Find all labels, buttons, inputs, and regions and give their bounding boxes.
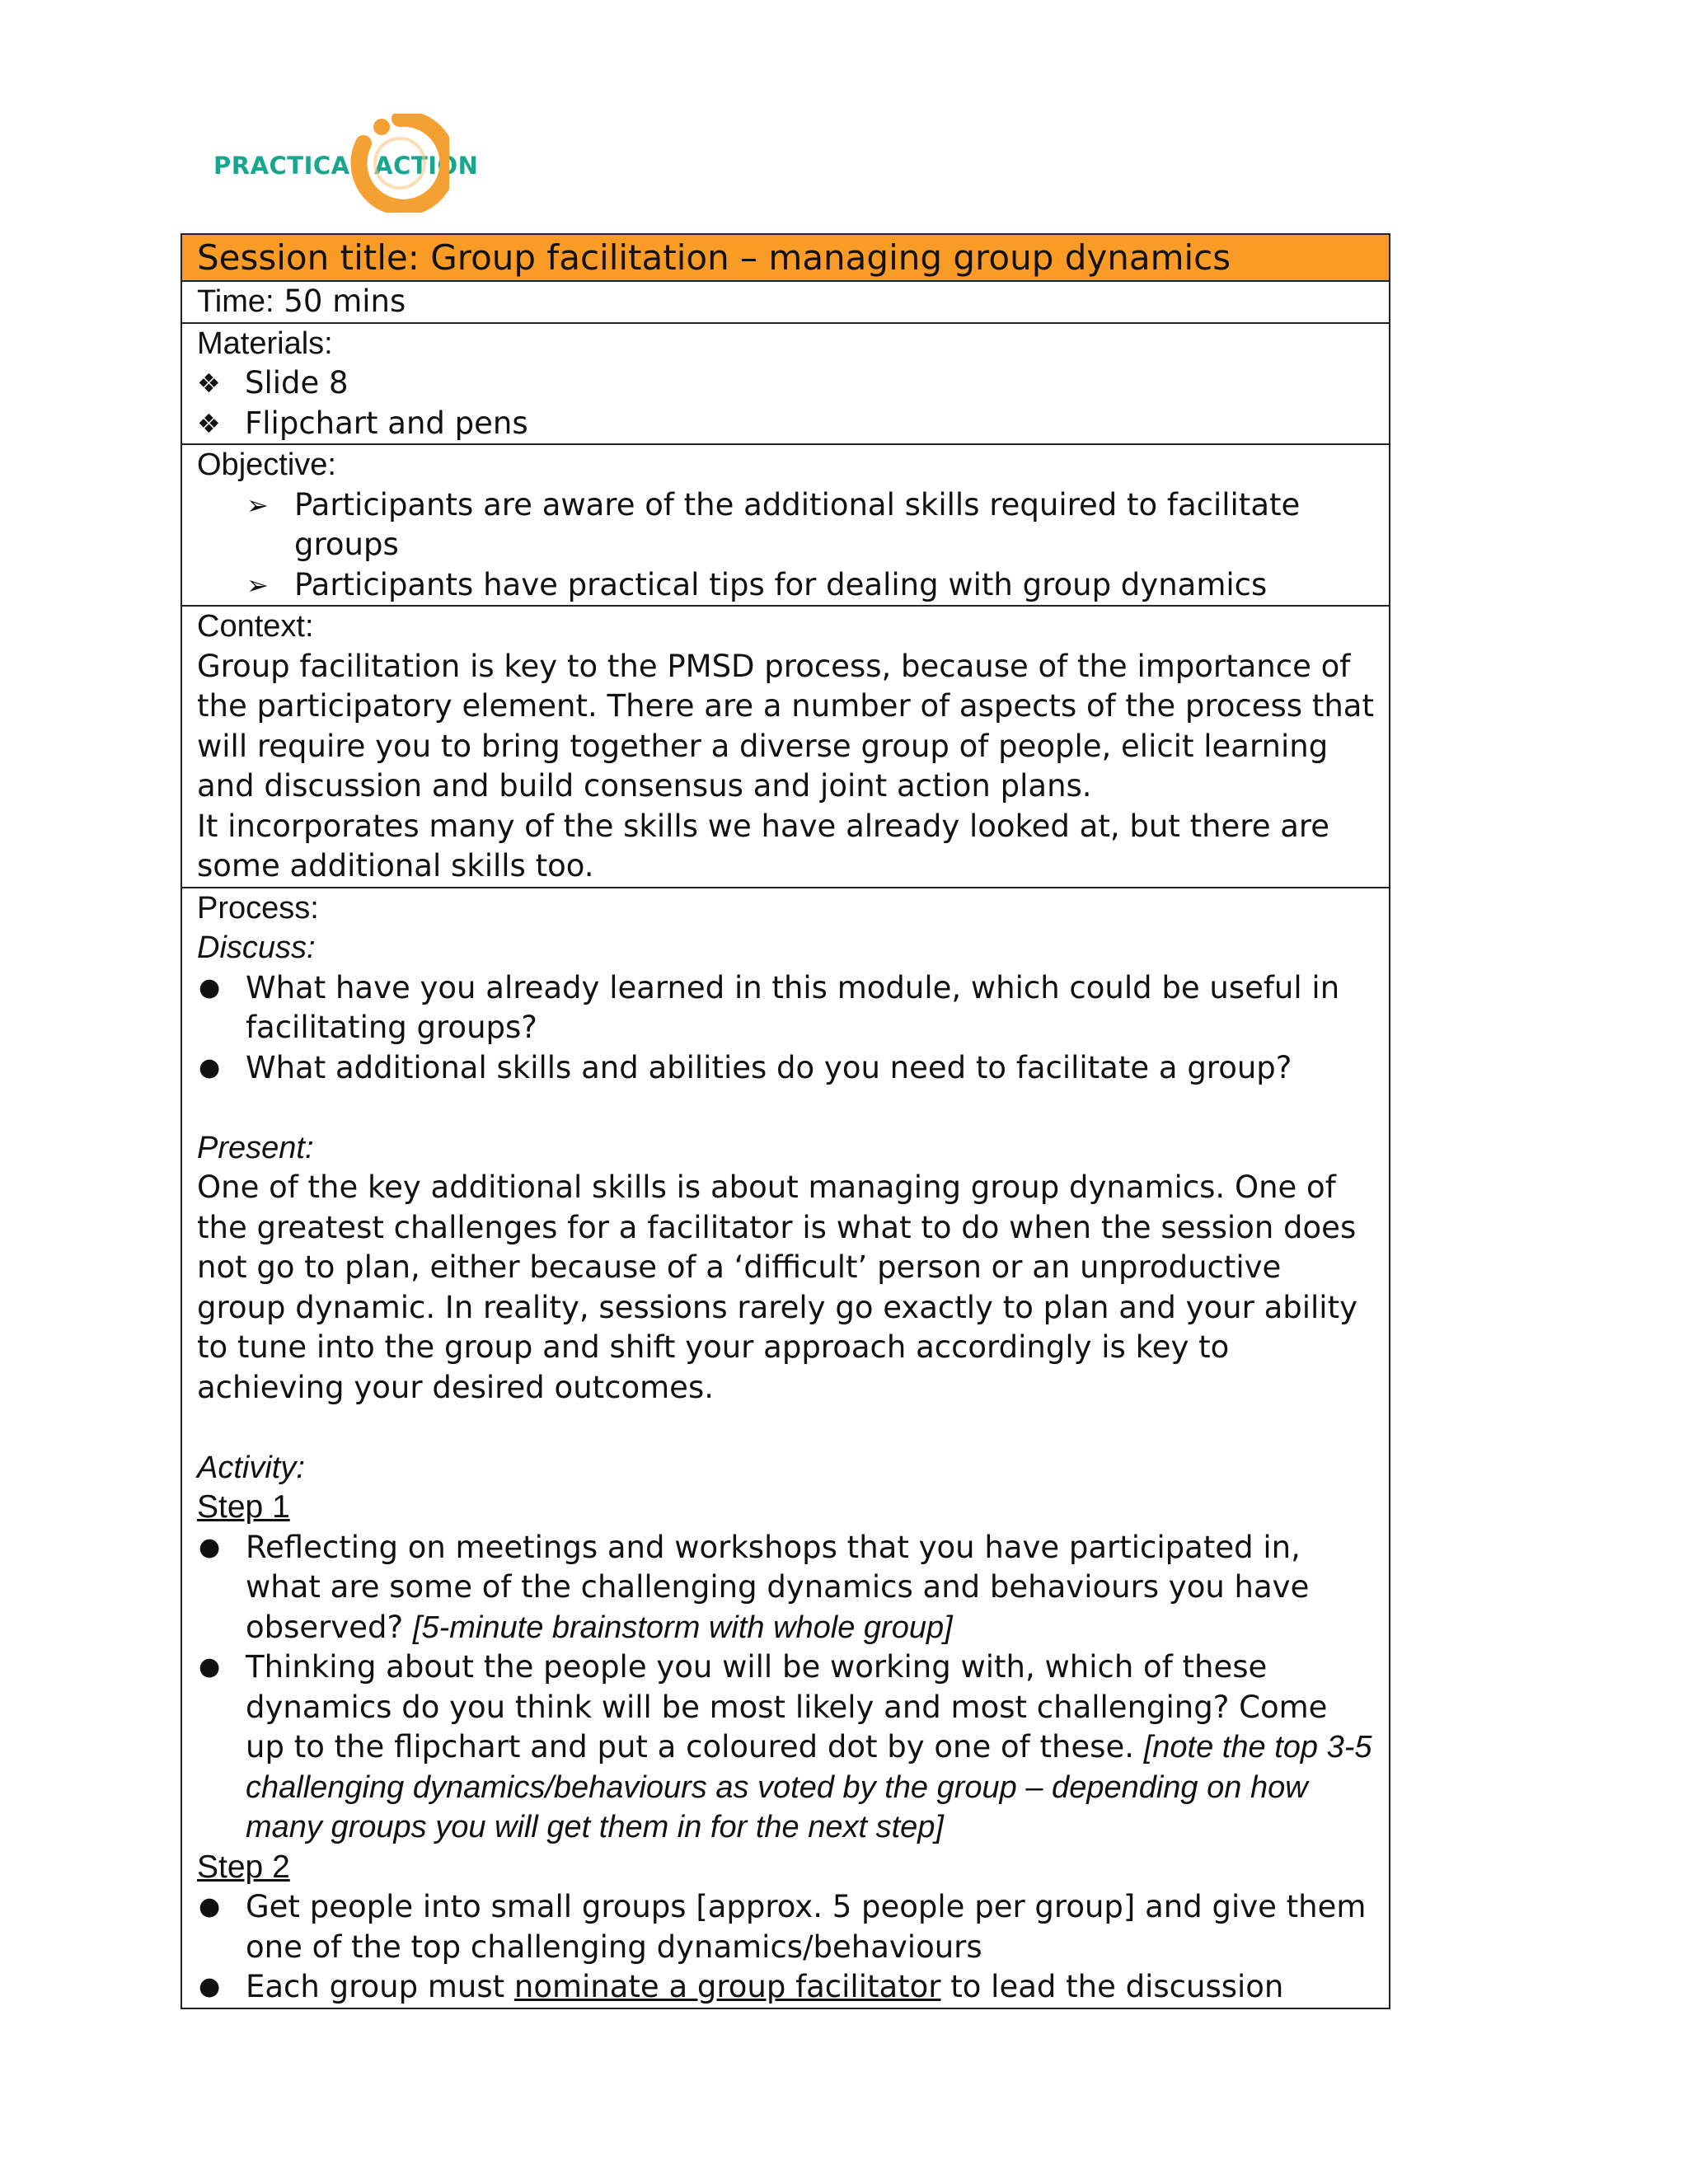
list-item: ● Reflecting on meetings and workshops that you have participated in, what are some of the challenging dynamics and behaviours you have observed? [5-minute brainstorm with whole group]: [199, 1529, 1310, 1645]
discuss-label: Discuss:: [197, 930, 316, 965]
list-item: ● Thinking about the people you will be working with, which of these dynamics do you think will be most likely and most challenging? Come up to the flipchart and put a coloured dot by one of these. [note the top 3-5 challenging dynamics/behaviours as voted by the group – depending on how many groups you will get them in for the next step]: [199, 1649, 1372, 1844]
list-item: ● What additional skills and abilities do you need to facilitate a group?: [197, 1048, 1374, 1089]
facilitator-note: [5-minute brainstorm with whole group]: [412, 1610, 953, 1645]
facilitator-note: [note the top 3-5 challenging dynamics/behaviours as voted by the group – depending on how many groups you will get them in for the next step]: [246, 1730, 1372, 1844]
nominate-facilitator-text: nominate a group facilitator: [513, 1969, 941, 2004]
time-value: 50 mins: [284, 284, 406, 319]
list-item: ❖ Slide 8: [197, 363, 1374, 404]
bullet-icon: ●: [199, 1972, 221, 2001]
materials-list: [197, 363, 1374, 443]
list-item: ➢ Participants are aware of the additional skills required to facilitate groups: [246, 486, 1301, 562]
logo-text: PRACTICAL ACTION: [213, 152, 479, 180]
process-label: Process: [197, 890, 311, 926]
bullet-icon: ●: [199, 1892, 221, 1921]
present-label: Present:: [197, 1130, 314, 1165]
list-item: ❖ Flipchart and pens: [197, 404, 1374, 444]
step-1-list: [197, 1528, 1374, 1848]
materials-label: Materials: [197, 326, 325, 361]
bullet-icon: ●: [199, 972, 221, 1002]
bullet-icon: ●: [199, 1652, 221, 1681]
list-item: ➢ Participants have practical tips for dealing with group dynamics: [197, 565, 1374, 606]
context-cell: Context: Group facilitation is key to the PMSD process, because of the importance of the participatory element. There are a number of aspects of the process that will require you to bring together a diverse group of people, elicit learning and discussion and build consensus and joint action plans. It incorporates many of the skills we have already looked at, but there are some additional skills too.: [181, 606, 1390, 888]
arrow-bullet-icon: ➢: [246, 489, 269, 521]
diamond-bullet-icon: ❖: [197, 407, 221, 439]
time-label: Time: [197, 284, 266, 319]
session-plan-table: [181, 233, 1390, 2009]
arrow-bullet-icon: ➢: [246, 569, 269, 601]
practical-action-logo: [210, 114, 479, 221]
bullet-icon: ●: [199, 1532, 221, 1562]
context-paragraph: It incorporates many of the skills we have already looked at, but there are some additional skills too.: [197, 808, 1330, 883]
practical-action-ring-icon: [350, 114, 449, 213]
diamond-bullet-icon: ❖: [197, 368, 221, 399]
discuss-list: [197, 968, 1374, 1089]
objective-label: Objective: [197, 448, 328, 482]
bullet-icon: ●: [199, 1052, 221, 1082]
step-1-heading: Step 1: [197, 1489, 290, 1525]
present-text: One of the key additional skills is about managing group dynamics. One of the greatest challenges for a facilitator is what to do when the session does not go to plan, either because of a ‘difficult’ person or an unproductive group dynamic. In reality, sessions rarely go exactly to plan and your ability to tune into the group and shift your approach accordingly is key to achieving your desired outcomes.: [197, 1169, 1357, 1405]
step-2-list: [197, 1887, 1374, 2008]
materials-cell: Materials: ❖ Slide 8 ❖ Flipchart and pens: [181, 323, 1390, 445]
step-2-heading: Step 2: [197, 1849, 290, 1885]
context-paragraph: Group facilitation is key to the PMSD process, because of the importance of the participatory element. There are a number of aspects of the process that will require you to bring together a diverse group of people, elicit learning and discussion and build consensus and joint action plans.: [197, 648, 1374, 804]
objective-list: [197, 485, 1374, 606]
list-item: ● Get people into small groups [approx. 5 people per group] and give them one of the top challenging dynamics/behaviours: [199, 1889, 1367, 1965]
time-cell: Time: 50 mins: [181, 281, 1390, 323]
objective-cell: Objective: ➢ Participants are aware of the additional skills required to facilitate groups ➢ Participants have practical tips for dealing with group dynamics: [181, 444, 1390, 606]
list-item: ● Each group must nominate a group facilitator to lead the discussion: [197, 1967, 1374, 2008]
process-cell: Process: Discuss: ● What have you already learned in this module, which could be useful in facilitating groups? ● What additional skills and abilities do you need to facilitate a group? Present: One of the key additional skills is about managing group dynamics. One of the greatest challenges for a facilitator is what to do when the session does not go to plan, either because of a ‘difficult’ person or an unproductive group dynamic. In reality, sessions rarely go exactly to plan and your ability to tune into the group and shift your approach accordingly is key to achieving your desired outcomes. Activity: Step 1 ● Reflecting on meetings and workshops that you have participated in, what are some of the challenging dynamics and behaviours you have observed? [5-minute brainstorm with whole group] ● Thinking about the people you will be working with, which of these dynamics do you think will be most likely and most challenging? Come up to the flipchart and put a coloured dot by one of these. [note the top 3-5 challenging dynamics/behaviours as voted by the group – depending on how many groups you will get them in for the next step] Step 2 ● Get people into small groups [approx. 5 people per group] and give them one of the top challenging dynamics/behaviours ● Each group must nominate a group facilitator to lead the discussion: [181, 888, 1390, 2008]
context-label: Context: [197, 609, 305, 644]
session-title: Session title: Group facilitation – managing group dynamics: [181, 234, 1390, 281]
list-item: ● What have you already learned in this module, which could be useful in facilitating groups?: [199, 969, 1340, 1045]
activity-label: Activity:: [197, 1450, 305, 1485]
